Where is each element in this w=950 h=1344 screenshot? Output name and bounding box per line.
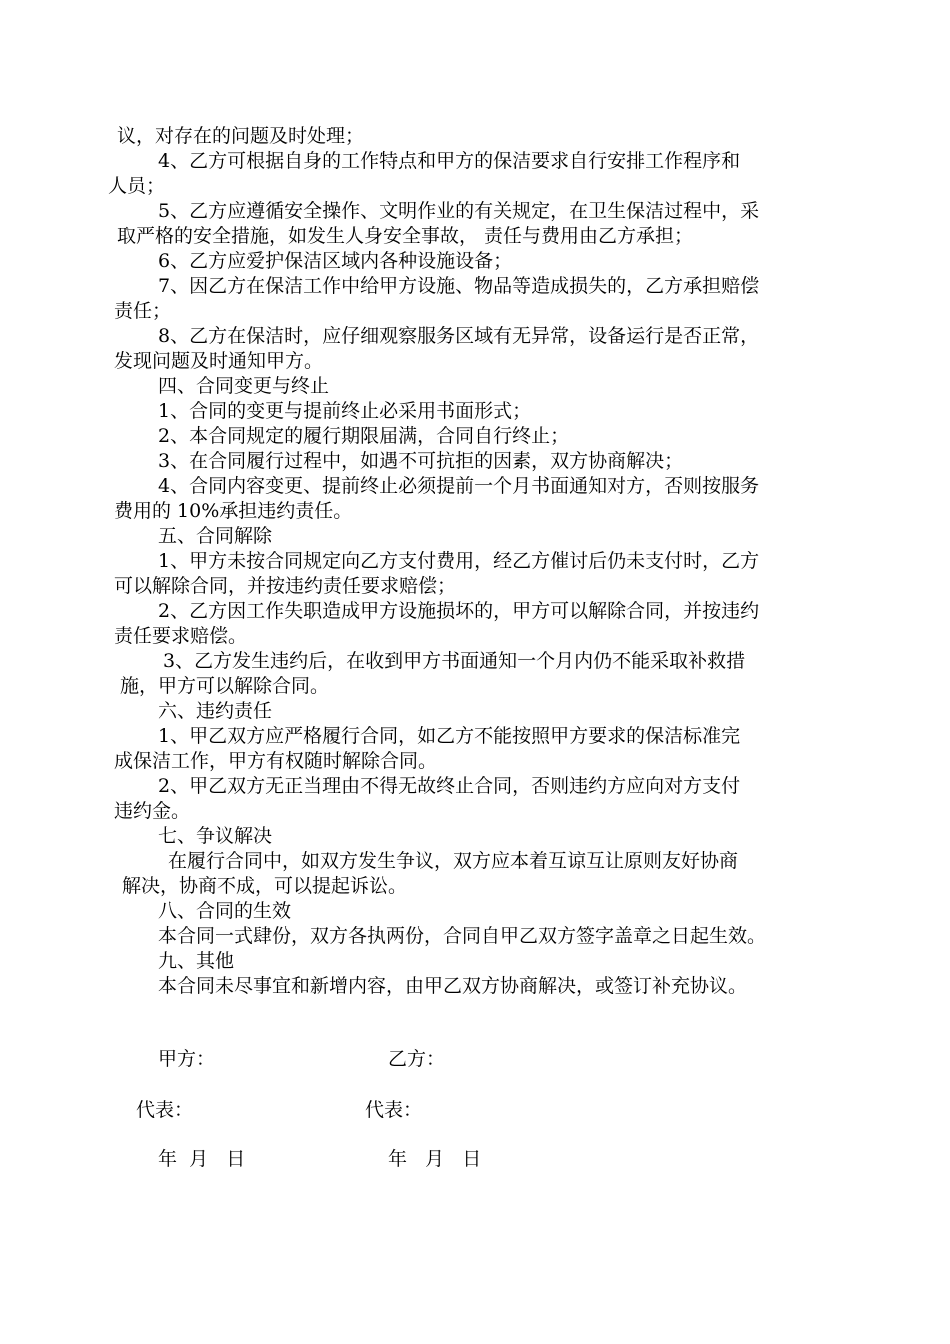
text-line: 8、乙方在保洁时，应仔细观察服务区域有无异常，设备运行是否正常， — [158, 325, 760, 347]
section-heading: 五、合同解除 — [158, 525, 273, 547]
text-line: 1、合同的变更与提前终止必采用书面形式； — [158, 400, 532, 422]
section-heading: 四、合同变更与终止 — [158, 375, 330, 397]
text-line: 1、甲方未按合同规定向乙方支付费用，经乙方催讨后仍未支付时，乙方 — [158, 550, 760, 572]
text-line: 4、合同内容变更、提前终止必须提前一个月书面通知对方，否则按服务 — [158, 475, 760, 497]
text-line: 6、乙方应爱护保洁区域内各种设施设备； — [158, 250, 513, 272]
text-line: 2、本合同规定的履行期限届满，合同自行终止； — [158, 425, 570, 447]
section-heading: 七、争议解决 — [158, 825, 273, 847]
section-heading: 六、违约责任 — [158, 700, 273, 722]
text-line: 解决，协商不成，可以提起诉讼。 — [122, 875, 408, 897]
text-line: 费用的 10%承担违约责任。 — [114, 500, 353, 522]
date-a: 年 月 日 — [158, 1148, 246, 1170]
text-line: 2、甲乙双方无正当理由不得无故终止合同，否则违约方应向对方支付 — [158, 775, 741, 797]
text-line: 3、在合同履行过程中，如遇不可抗拒的因素，双方协商解决； — [158, 450, 684, 472]
text-line: 成保洁工作，甲方有权随时解除合同。 — [114, 750, 438, 772]
party-a-label: 甲方： — [158, 1048, 216, 1070]
date-b: 年 月 日 — [388, 1148, 482, 1170]
text-line: 5、乙方应遵循安全操作、文明作业的有关规定，在卫生保洁过程中，采 — [158, 200, 760, 222]
text-line: 议，对存在的问题及时处理； — [117, 125, 365, 147]
text-line: 人员； — [108, 175, 166, 197]
party-b-label: 乙方： — [388, 1048, 446, 1070]
text-line: 违约金。 — [114, 800, 191, 822]
text-line: 责任； — [114, 300, 172, 322]
text-line: 在履行合同中，如双方发生争议，双方应本着互谅互让原则友好协商 — [168, 850, 739, 872]
text-line: 本合同未尽事宜和新增内容，由甲乙双方协商解决，或签订补充协议。 — [158, 975, 748, 997]
text-line: 4、乙方可根据自身的工作特点和甲方的保洁要求自行安排工作程序和 — [158, 150, 741, 172]
text-line: 责任要求赔偿。 — [114, 625, 248, 647]
text-line: 3、乙方发生违约后，在收到甲方书面通知一个月内仍不能采取补救措 — [163, 650, 746, 672]
text-line: 本合同一式肆份，双方各执两份，合同自甲乙双方签字盖章之日起生效。 — [158, 925, 767, 947]
text-line: 发现问题及时通知甲方。 — [114, 350, 324, 372]
representative-b-label: 代表： — [365, 1099, 423, 1121]
section-heading: 九、其他 — [158, 950, 235, 972]
text-line: 1、甲乙双方应严格履行合同，如乙方不能按照甲方要求的保洁标准完 — [158, 725, 741, 747]
section-heading: 八、合同的生效 — [158, 900, 292, 922]
text-line: 施，甲方可以解除合同。 — [120, 675, 330, 697]
text-line: 2、乙方因工作失职造成甲方设施损坏的，甲方可以解除合同，并按违约 — [158, 600, 760, 622]
text-line: 7、因乙方在保洁工作中给甲方设施、物品等造成损失的，乙方承担赔偿 — [158, 275, 760, 297]
text-line: 取严格的安全措施，如发生人身安全事故， 责任与费用由乙方承担； — [117, 225, 694, 247]
representative-a-label: 代表： — [136, 1099, 194, 1121]
text-line: 可以解除合同，并按违约责任要求赔偿； — [114, 575, 457, 597]
